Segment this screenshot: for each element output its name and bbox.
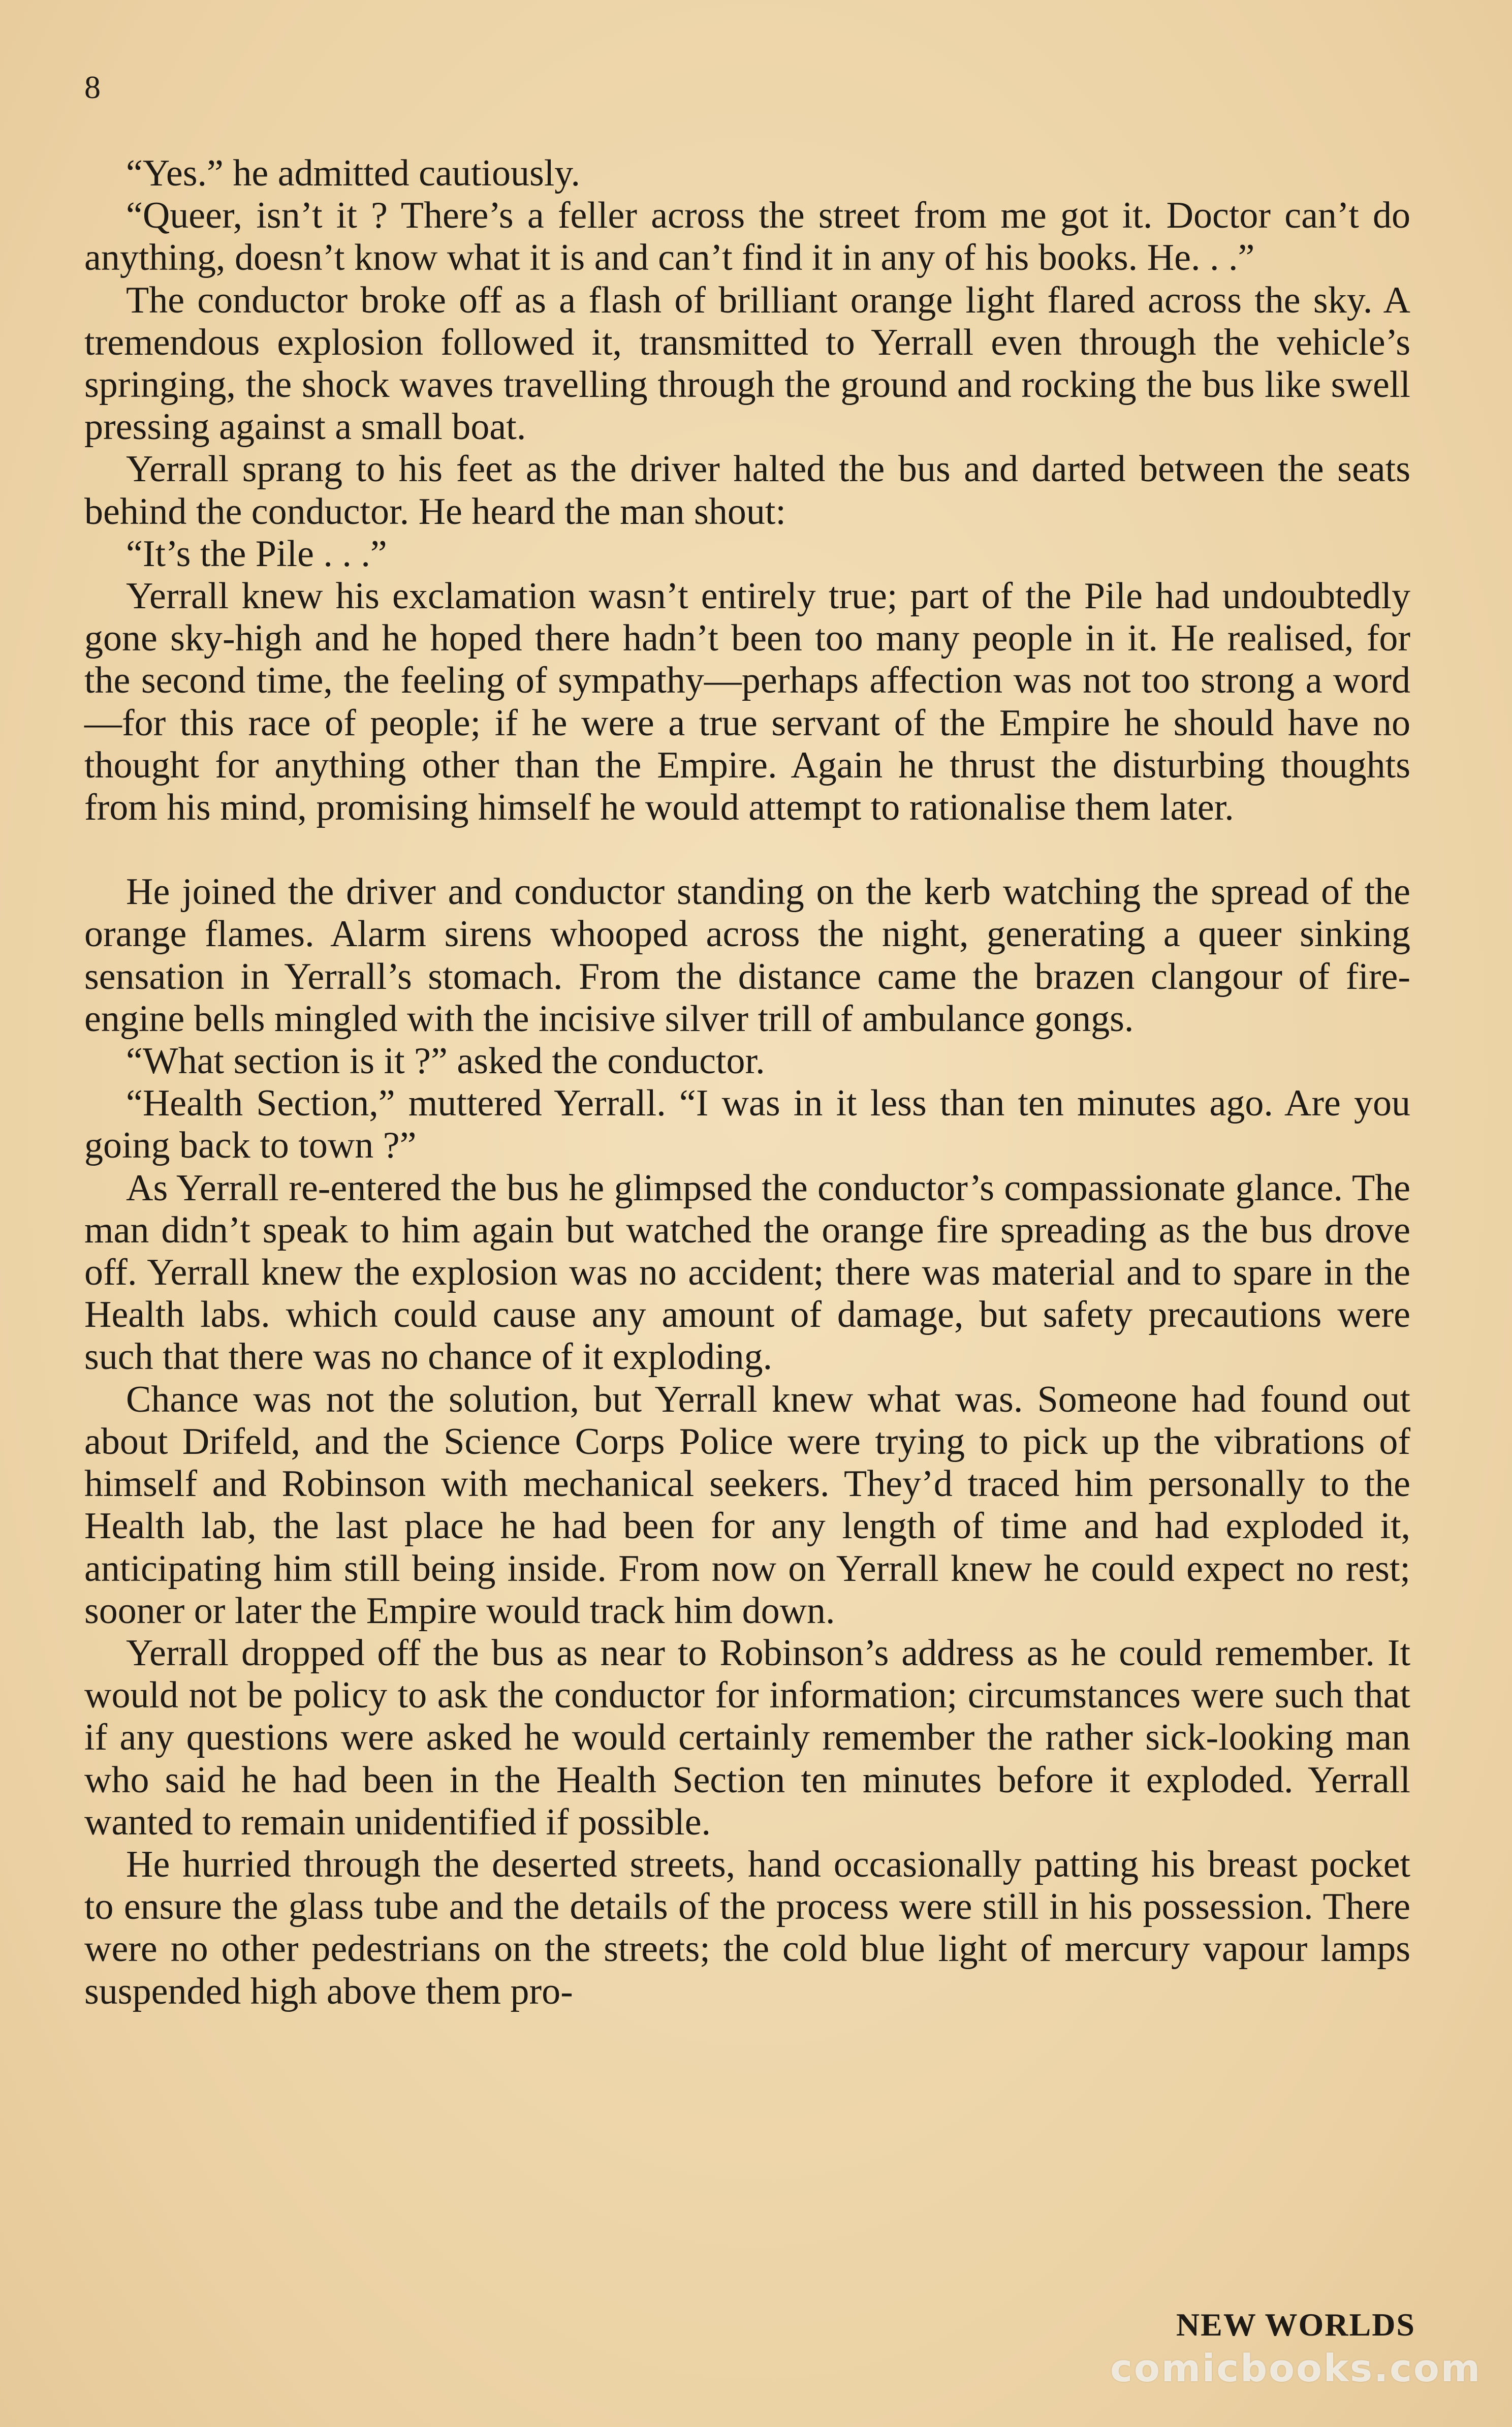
paragraph: “It’s the Pile . . .” xyxy=(126,533,387,575)
page-number: 8 xyxy=(84,69,101,105)
source-watermark: comicbooks.com xyxy=(1110,2347,1482,2390)
paragraph: He hurried through the deserted streets, hand occasionally patting his breast pocket to ensure the glass tube and the details of the process were still in his possession. There were no other pedestrians on the streets; the cold blue light of mercury vapour lamps suspended high above them pro- xyxy=(84,1843,1410,2012)
paragraph: Chance was not the solution, but Yerrall knew what was. Someone had found out about Drifeld, and the Science Corps Police were trying to pick up the vibrations of himself and Robinson with mechanical seekers. They’d traced him personally to the Health lab, the last place he had been for any length of time and had exploded it, anticipating him still being inside. From now on Yerrall knew he could expect no rest; sooner or later the Empire would track him down. xyxy=(84,1378,1410,1632)
paragraph: Yerrall dropped off the bus as near to Robinson’s address as he could remember. It would not be policy to ask the conductor for information; circumstances were such that if any questions were asked he would certainly remember the rather sick-looking man who said he had been in the Health Section ten minutes before it exploded. Yerrall wanted to remain unidentified if possible. xyxy=(84,1632,1410,1843)
paragraph: He joined the driver and conductor standing on the kerb watching the spread of the orange flames. Alarm sirens whooped across the night, generating a queer sinking sensation in Yerrall’s stomach. From the distance came the brazen clangour of fire-engine bells mingled with the incisive silver trill of ambulance gongs. xyxy=(84,871,1410,1040)
magazine-title-footer: NEW WORLDS xyxy=(1176,2307,1415,2343)
paragraph: “What section is it ?” asked the conductor. xyxy=(126,1040,765,1082)
paragraph: As Yerrall re-entered the bus he glimpsed the conductor’s compassionate glance. The man didn’t speak to him again but watched the orange fire spreading as the bus drove off. Yerrall knew the explosion was no accident; there was material and to spare in the Health labs. which could cause any amount of damage, but safety precautions were such that there was no chance of it exploding. xyxy=(84,1167,1410,1378)
paragraph: The conductor broke off as a flash of brilliant orange light flared across the sky. A tremendous explosion followed it, transmitted to Yerrall even through the vehicle’s springing, the shock waves travelling through the ground and rocking the bus like swell pressing against a small boat. xyxy=(84,279,1410,448)
paragraph: “Health Section,” muttered Yerrall. “I was in it less than ten minutes ago. Are you going back to town ?” xyxy=(84,1082,1410,1167)
paragraph: Yerrall sprang to his feet as the driver halted the bus and darted between the seats behind the conductor. He heard the man shout: xyxy=(84,448,1410,533)
paragraph: “Yes.” he admitted cautiously. xyxy=(126,152,580,194)
paragraph: Yerrall knew his exclamation wasn’t entirely true; part of the Pile had undoubtedly gone sky-high and he hoped there hadn’t been too many people in it. He realised, for the second time, the feeling of sympathy—perhaps affection was not too strong a word—for this race of people; if he were a true servant of the Empire he should have no thought for anything other than the Empire. Again he thrust the disturbing thoughts from his mind, promising himself he would attempt to rationalise them later. xyxy=(84,575,1410,829)
paragraph: “Queer, isn’t it ? There’s a feller across the street from me got it. Doctor can’t do anything, doesn’t know what it is and can’t find it in any of his books. He. . .” xyxy=(84,195,1410,279)
story-text xyxy=(84,152,1410,2013)
